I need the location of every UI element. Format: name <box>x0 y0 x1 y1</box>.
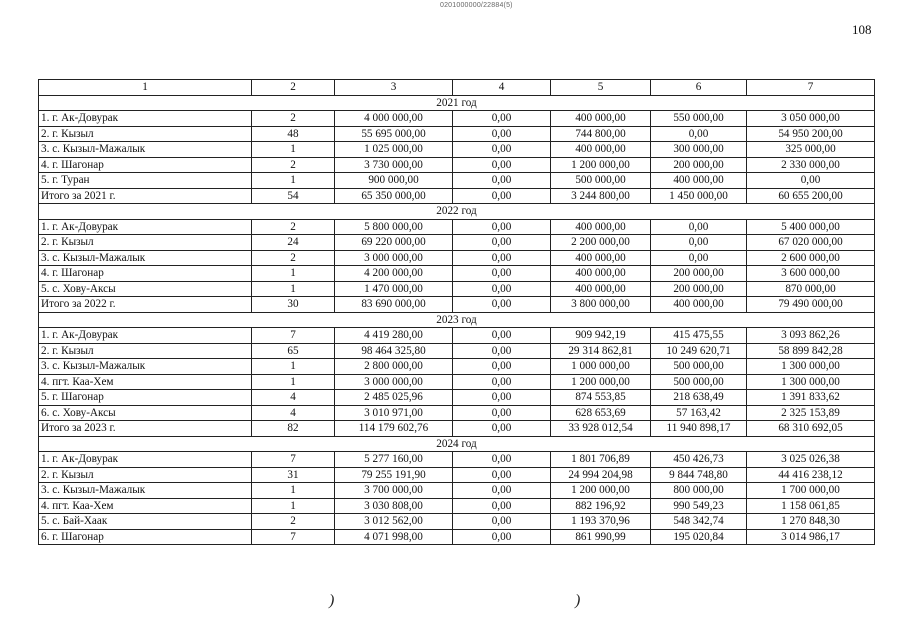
value-cell: 30 <box>252 297 335 313</box>
value-cell: 0,00 <box>747 173 875 189</box>
locality-cell: 6. г. Шагонар <box>39 529 252 545</box>
value-cell: 200 000,00 <box>651 266 747 282</box>
value-cell: 0,00 <box>453 483 551 499</box>
table-row <box>39 483 875 499</box>
value-cell: 11 940 898,17 <box>651 421 747 437</box>
value-cell: 2 <box>252 514 335 530</box>
table-row <box>39 374 875 390</box>
value-cell: 0,00 <box>453 359 551 375</box>
value-cell: 0,00 <box>453 126 551 142</box>
value-cell: 1 450 000,00 <box>651 188 747 204</box>
value-cell: 0,00 <box>453 467 551 483</box>
value-cell: 0,00 <box>651 126 747 142</box>
value-cell: 1 158 061,85 <box>747 498 875 514</box>
value-cell: 195 020,84 <box>651 529 747 545</box>
value-cell: 1 <box>252 498 335 514</box>
value-cell: 79 490 000,00 <box>747 297 875 313</box>
value-cell: 1 193 370,96 <box>551 514 651 530</box>
locality-cell: 5. с. Бай-Хаак <box>39 514 252 530</box>
value-cell: 0,00 <box>453 343 551 359</box>
value-cell: 55 695 000,00 <box>335 126 453 142</box>
value-cell: 500 000,00 <box>651 359 747 375</box>
value-cell: 5 400 000,00 <box>747 219 875 235</box>
value-cell: 1 <box>252 173 335 189</box>
value-cell: 0,00 <box>651 235 747 251</box>
value-cell: 2 800 000,00 <box>335 359 453 375</box>
locality-cell: 4. пгт. Каа-Хем <box>39 498 252 514</box>
value-cell: 0,00 <box>453 157 551 173</box>
total-row <box>39 188 875 204</box>
value-cell: 990 549,23 <box>651 498 747 514</box>
value-cell: 4 200 000,00 <box>335 266 453 282</box>
value-cell: 54 <box>252 188 335 204</box>
locality-cell: 5. г. Туран <box>39 173 252 189</box>
value-cell: 1 <box>252 142 335 158</box>
value-cell: 400 000,00 <box>651 297 747 313</box>
value-cell: 44 416 238,12 <box>747 467 875 483</box>
value-cell: 4 419 280,00 <box>335 328 453 344</box>
value-cell: 3 093 862,26 <box>747 328 875 344</box>
table-row <box>39 405 875 421</box>
value-cell: 3 025 026,38 <box>747 452 875 468</box>
value-cell: 800 000,00 <box>651 483 747 499</box>
value-cell: 58 899 842,28 <box>747 343 875 359</box>
document-code: 0201000000/22884(5) <box>440 2 513 9</box>
table-row <box>39 514 875 530</box>
value-cell: 900 000,00 <box>335 173 453 189</box>
value-cell: 98 464 325,80 <box>335 343 453 359</box>
value-cell: 3 000 000,00 <box>335 250 453 266</box>
table-row <box>39 328 875 344</box>
value-cell: 0,00 <box>453 281 551 297</box>
value-cell: 1 <box>252 374 335 390</box>
column-header: 4 <box>453 80 551 96</box>
table-row <box>39 235 875 251</box>
value-cell: 200 000,00 <box>651 281 747 297</box>
locality-cell: 3. с. Кызыл-Мажалык <box>39 142 252 158</box>
value-cell: 1 300 000,00 <box>747 374 875 390</box>
value-cell: 0,00 <box>453 219 551 235</box>
column-header: 6 <box>651 80 747 96</box>
total-row <box>39 421 875 437</box>
value-cell: 1 300 000,00 <box>747 359 875 375</box>
value-cell: 0,00 <box>453 529 551 545</box>
value-cell: 200 000,00 <box>651 157 747 173</box>
value-cell: 0,00 <box>453 173 551 189</box>
table-row <box>39 266 875 282</box>
locality-cell: 6. с. Хову-Аксы <box>39 405 252 421</box>
value-cell: 300 000,00 <box>651 142 747 158</box>
value-cell: 0,00 <box>453 235 551 251</box>
table-body <box>39 95 875 545</box>
locality-cell: 1. г. Ак-Довурак <box>39 219 252 235</box>
value-cell: 4 000 000,00 <box>335 111 453 127</box>
locality-cell: 5. с. Хову-Аксы <box>39 281 252 297</box>
value-cell: 33 928 012,54 <box>551 421 651 437</box>
locality-cell: 3. с. Кызыл-Мажалык <box>39 359 252 375</box>
value-cell: 4 <box>252 390 335 406</box>
value-cell: 9 844 748,80 <box>651 467 747 483</box>
column-header: 7 <box>747 80 875 96</box>
column-header: 3 <box>335 80 453 96</box>
table-row <box>39 250 875 266</box>
value-cell: 31 <box>252 467 335 483</box>
table-row <box>39 529 875 545</box>
value-cell: 0,00 <box>453 266 551 282</box>
locality-cell: 4. пгт. Каа-Хем <box>39 374 252 390</box>
locality-cell: 1. г. Ак-Довурак <box>39 328 252 344</box>
value-cell: 1 000 000,00 <box>551 359 651 375</box>
value-cell: 24 <box>252 235 335 251</box>
year-header-row <box>39 204 875 220</box>
value-cell: 400 000,00 <box>551 142 651 158</box>
value-cell: 48 <box>252 126 335 142</box>
value-cell: 450 426,73 <box>651 452 747 468</box>
value-cell: 0,00 <box>453 421 551 437</box>
value-cell: 2 325 153,89 <box>747 405 875 421</box>
value-cell: 1 200 000,00 <box>551 483 651 499</box>
value-cell: 1 470 000,00 <box>335 281 453 297</box>
value-cell: 0,00 <box>453 328 551 344</box>
table-row <box>39 467 875 483</box>
locality-cell: 2. г. Кызыл <box>39 467 252 483</box>
value-cell: 0,00 <box>651 250 747 266</box>
value-cell: 65 350 000,00 <box>335 188 453 204</box>
value-cell: 861 990,99 <box>551 529 651 545</box>
value-cell: 114 179 602,76 <box>335 421 453 437</box>
value-cell: 874 553,85 <box>551 390 651 406</box>
value-cell: 550 000,00 <box>651 111 747 127</box>
table-row <box>39 157 875 173</box>
locality-cell: 3. с. Кызыл-Мажалык <box>39 483 252 499</box>
locality-cell: 4. г. Шагонар <box>39 157 252 173</box>
table-row <box>39 452 875 468</box>
value-cell: 0,00 <box>453 250 551 266</box>
value-cell: 2 200 000,00 <box>551 235 651 251</box>
value-cell: 3 050 000,00 <box>747 111 875 127</box>
total-row <box>39 297 875 313</box>
value-cell: 500 000,00 <box>551 173 651 189</box>
value-cell: 65 <box>252 343 335 359</box>
value-cell: 3 010 971,00 <box>335 405 453 421</box>
value-cell: 0,00 <box>453 405 551 421</box>
table-row <box>39 219 875 235</box>
value-cell: 5 800 000,00 <box>335 219 453 235</box>
locality-cell: 2. г. Кызыл <box>39 126 252 142</box>
value-cell: 1 025 000,00 <box>335 142 453 158</box>
value-cell: 1 700 000,00 <box>747 483 875 499</box>
value-cell: 0,00 <box>453 297 551 313</box>
year-header-row <box>39 436 875 452</box>
table-row <box>39 498 875 514</box>
value-cell: 400 000,00 <box>651 173 747 189</box>
value-cell: 1 200 000,00 <box>551 374 651 390</box>
value-cell: 400 000,00 <box>551 250 651 266</box>
value-cell: 67 020 000,00 <box>747 235 875 251</box>
value-cell: 548 342,74 <box>651 514 747 530</box>
value-cell: 60 655 200,00 <box>747 188 875 204</box>
value-cell: 3 800 000,00 <box>551 297 651 313</box>
locality-cell: 3. с. Кызыл-Мажалык <box>39 250 252 266</box>
locality-cell: Итого за 2021 г. <box>39 188 252 204</box>
value-cell: 1 270 848,30 <box>747 514 875 530</box>
table-row <box>39 111 875 127</box>
value-cell: 2 <box>252 111 335 127</box>
value-cell: 2 485 025,96 <box>335 390 453 406</box>
value-cell: 83 690 000,00 <box>335 297 453 313</box>
value-cell: 3 000 000,00 <box>335 374 453 390</box>
value-cell: 3 014 986,17 <box>747 529 875 545</box>
value-cell: 2 600 000,00 <box>747 250 875 266</box>
column-header: 1 <box>39 80 252 96</box>
value-cell: 0,00 <box>453 390 551 406</box>
locality-cell: 5. г. Шагонар <box>39 390 252 406</box>
value-cell: 0,00 <box>453 188 551 204</box>
locality-cell: Итого за 2022 г. <box>39 297 252 313</box>
value-cell: 24 994 204,98 <box>551 467 651 483</box>
value-cell: 3 030 808,00 <box>335 498 453 514</box>
value-cell: 2 <box>252 250 335 266</box>
value-cell: 400 000,00 <box>551 111 651 127</box>
value-cell: 500 000,00 <box>651 374 747 390</box>
value-cell: 400 000,00 <box>551 281 651 297</box>
locality-cell: 1. г. Ак-Довурак <box>39 111 252 127</box>
scan-mark: ) <box>329 592 335 609</box>
value-cell: 5 277 160,00 <box>335 452 453 468</box>
value-cell: 1 200 000,00 <box>551 157 651 173</box>
value-cell: 10 249 620,71 <box>651 343 747 359</box>
value-cell: 68 310 692,05 <box>747 421 875 437</box>
value-cell: 882 196,92 <box>551 498 651 514</box>
value-cell: 0,00 <box>453 111 551 127</box>
value-cell: 2 <box>252 157 335 173</box>
value-cell: 628 653,69 <box>551 405 651 421</box>
value-cell: 1 <box>252 359 335 375</box>
value-cell: 1 <box>252 281 335 297</box>
value-cell: 0,00 <box>453 498 551 514</box>
column-header: 5 <box>551 80 651 96</box>
locality-cell: 4. г. Шагонар <box>39 266 252 282</box>
year-label: 2021 год <box>39 95 875 111</box>
value-cell: 400 000,00 <box>551 266 651 282</box>
locality-cell: 2. г. Кызыл <box>39 343 252 359</box>
value-cell: 870 000,00 <box>747 281 875 297</box>
value-cell: 3 600 000,00 <box>747 266 875 282</box>
value-cell: 3 730 000,00 <box>335 157 453 173</box>
value-cell: 3 700 000,00 <box>335 483 453 499</box>
year-label: 2022 год <box>39 204 875 220</box>
value-cell: 2 <box>252 219 335 235</box>
value-cell: 415 475,55 <box>651 328 747 344</box>
value-cell: 4 <box>252 405 335 421</box>
value-cell: 218 638,49 <box>651 390 747 406</box>
value-cell: 3 012 562,00 <box>335 514 453 530</box>
value-cell: 57 163,42 <box>651 405 747 421</box>
locality-cell: Итого за 2023 г. <box>39 421 252 437</box>
value-cell: 0,00 <box>651 219 747 235</box>
value-cell: 0,00 <box>453 514 551 530</box>
value-cell: 7 <box>252 328 335 344</box>
year-header-row <box>39 312 875 328</box>
value-cell: 0,00 <box>453 142 551 158</box>
value-cell: 29 314 862,81 <box>551 343 651 359</box>
value-cell: 79 255 191,90 <box>335 467 453 483</box>
value-cell: 3 244 800,00 <box>551 188 651 204</box>
column-number-row <box>39 80 875 96</box>
value-cell: 2 330 000,00 <box>747 157 875 173</box>
year-header-row <box>39 95 875 111</box>
value-cell: 54 950 200,00 <box>747 126 875 142</box>
table-row <box>39 343 875 359</box>
value-cell: 1 391 833,62 <box>747 390 875 406</box>
value-cell: 1 801 706,89 <box>551 452 651 468</box>
value-cell: 7 <box>252 452 335 468</box>
value-cell: 7 <box>252 529 335 545</box>
table-row <box>39 390 875 406</box>
year-label: 2023 год <box>39 312 875 328</box>
table-row <box>39 173 875 189</box>
table-row <box>39 126 875 142</box>
value-cell: 0,00 <box>453 374 551 390</box>
value-cell: 82 <box>252 421 335 437</box>
table-row <box>39 281 875 297</box>
value-cell: 325 000,00 <box>747 142 875 158</box>
locality-cell: 2. г. Кызыл <box>39 235 252 251</box>
value-cell: 744 800,00 <box>551 126 651 142</box>
table-row <box>39 359 875 375</box>
value-cell: 1 <box>252 266 335 282</box>
value-cell: 4 071 998,00 <box>335 529 453 545</box>
scan-mark: ) <box>575 592 581 609</box>
data-table <box>38 79 875 545</box>
column-header: 2 <box>252 80 335 96</box>
value-cell: 1 <box>252 483 335 499</box>
value-cell: 909 942,19 <box>551 328 651 344</box>
year-label: 2024 год <box>39 436 875 452</box>
value-cell: 0,00 <box>453 452 551 468</box>
table-row <box>39 142 875 158</box>
value-cell: 400 000,00 <box>551 219 651 235</box>
page-number: 108 <box>852 22 872 37</box>
locality-cell: 1. г. Ак-Довурак <box>39 452 252 468</box>
value-cell: 69 220 000,00 <box>335 235 453 251</box>
